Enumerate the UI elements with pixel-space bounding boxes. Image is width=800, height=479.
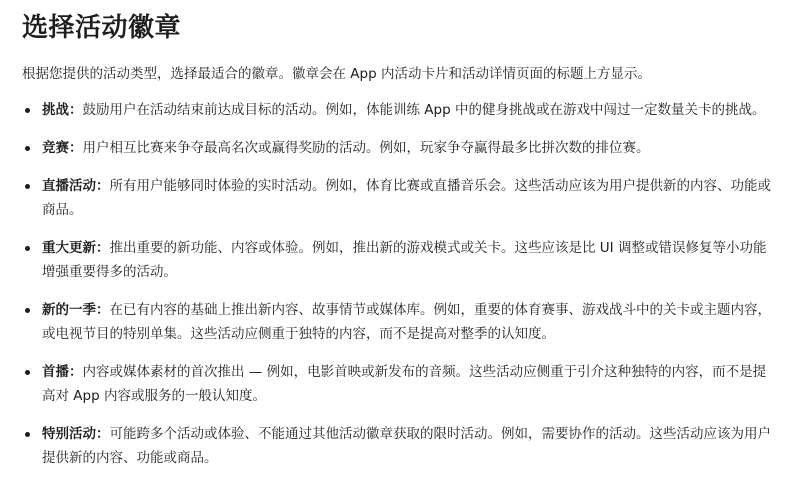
- item-description: 内容或媒体素材的首次推出 — 例如，电影首映或新发布的音频。这些活动应侧重于引介这种独特的内容，而不是提高对 App 内容或服务的一般认知度。: [42, 364, 767, 404]
- list-item-challenge: [22, 98, 778, 122]
- item-term: 新的一季：: [42, 302, 110, 318]
- item-description: 推出重要的新功能、内容或体验。例如，推出新的游戏模式或关卡。这些应该是比 UI 调整或错误修复等小功能增强重要得多的活动。: [42, 240, 767, 280]
- bullet-icon: [25, 370, 30, 375]
- page-title: 选择活动徽章: [22, 13, 182, 43]
- item-description: 在已有内容的基础上推出新内容、故事情节或媒体库。例如，重要的体育赛事、游戏战斗中的关卡或主题内容，或电视节目的特别单集。这些活动应侧重于独特的内容，而不是提高对整季的认知度。: [42, 302, 771, 342]
- bullet-icon: [25, 432, 30, 437]
- intro-paragraph: 根据您提供的活动类型，选择最适合的徽章。徽章会在 App 内活动卡片和活动详情页面的标题上方显示。: [22, 66, 651, 82]
- bullet-icon: [25, 108, 30, 113]
- bullet-icon: [25, 184, 30, 189]
- list-item-competition: [22, 136, 778, 160]
- item-description: 可能跨多个活动或体验、不能通过其他活动徽章获取的限时活动。例如，需要协作的活动。这些活动应该为用户提供新的内容、功能或商品。: [42, 426, 771, 466]
- list-item-live-event: [22, 174, 778, 222]
- item-term: 重大更新：: [42, 240, 110, 256]
- bullet-icon: [25, 308, 30, 313]
- list-item-major-update: [22, 236, 778, 284]
- badge-type-list: [22, 98, 778, 470]
- item-description: 用户相互比赛来争夺最高名次或赢得奖励的活动。例如，玩家争夺赢得最多比拼次数的排位赛。: [82, 140, 650, 156]
- item-term: 挑战：: [42, 102, 83, 118]
- list-item-new-season: [22, 298, 778, 346]
- list-item-special-event: [22, 422, 778, 470]
- item-term: 首播：: [42, 364, 83, 380]
- item-term: 直播活动：: [42, 178, 110, 194]
- item-term: 特别活动：: [42, 426, 110, 442]
- bullet-icon: [25, 246, 30, 251]
- item-term: 竞赛：: [42, 140, 83, 156]
- bullet-icon: [25, 146, 30, 151]
- list-item-premiere: [22, 360, 778, 408]
- item-description: 鼓励用户在活动结束前达成目标的活动。例如，体能训练 App 中的健身挑战或在游戏中闯过一定数量关卡的挑战。: [82, 102, 766, 118]
- item-description: 所有用户能够同时体验的实时活动。例如，体育比赛或直播音乐会。这些活动应该为用户提供新的内容、功能或商品。: [42, 178, 771, 218]
